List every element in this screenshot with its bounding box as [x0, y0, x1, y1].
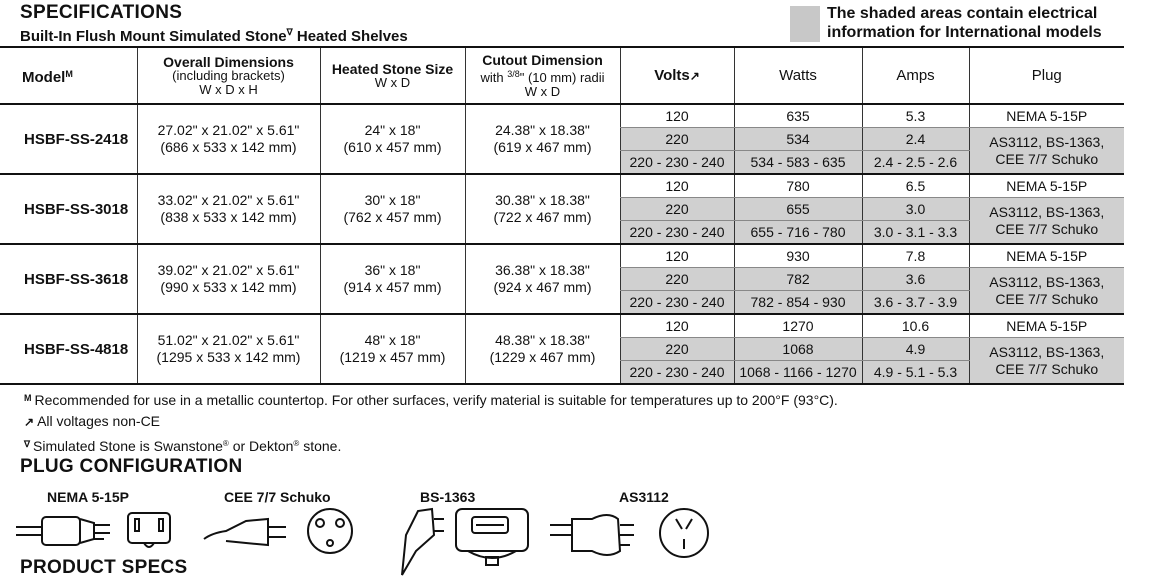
- stone-mm: (762 x 457 mm): [343, 209, 442, 225]
- col-overall: [137, 48, 320, 104]
- stone-mm: (914 x 457 mm): [343, 279, 442, 295]
- cutout-mm: (619 x 467 mm): [493, 139, 592, 155]
- product-specs-heading: PRODUCT SPECS: [20, 557, 188, 578]
- table-row: [0, 104, 1124, 128]
- cell-amps-intl: 2.4: [862, 128, 969, 151]
- cutout-with: with: [480, 69, 508, 85]
- overall-mm: (1295 x 533 x 142 mm): [156, 349, 301, 365]
- cell-watts-range: 655 - 716 - 780: [734, 221, 862, 245]
- cell-cutout: [465, 314, 620, 384]
- col-watts-label: Watts: [779, 66, 817, 84]
- shade-key-line2: information for International models: [827, 24, 1102, 41]
- cell-stone: [320, 174, 465, 244]
- cell-volts-range: 220 - 230 - 240: [620, 361, 734, 385]
- cutout-in: 24.38" x 18.38": [495, 122, 590, 138]
- footnote-stone-c: stone.: [299, 438, 342, 454]
- cell-amps-range: 2.4 - 2.5 - 2.6: [862, 151, 969, 175]
- cell-amps: 6.5: [862, 174, 969, 198]
- shade-key-line1: The shaded areas contain electrical: [827, 5, 1098, 22]
- plug-intl-line2: CEE 7/7 Schuko: [995, 150, 1099, 167]
- col-overall-title: Overall Dimensions: [163, 53, 294, 70]
- footnote-stone-b: or Dekton: [228, 438, 294, 454]
- volts-mark-icon: ↗: [689, 68, 700, 83]
- col-volts: [620, 48, 734, 104]
- cell-plug-us: NEMA 5-15P: [969, 244, 1124, 268]
- plug-config-heading: PLUG CONFIGURATION: [20, 456, 243, 477]
- schuko-plug-icon: [202, 505, 362, 557]
- plug-label-as3112: AS3112: [619, 489, 669, 505]
- volts-mark-icon: ↗: [24, 415, 35, 429]
- col-amps: [862, 48, 969, 104]
- cell-volts: 120: [620, 244, 734, 268]
- overall-in: 51.02" x 21.02" x 5.61": [157, 332, 300, 348]
- cell-watts-intl: 782: [734, 268, 862, 291]
- subtitle-text: Built-In Flush Mount Simulated Stone: [20, 28, 287, 45]
- table-header-row: [0, 48, 1124, 104]
- cell-overall: [137, 174, 320, 244]
- page-subtitle: [20, 27, 408, 45]
- cell-amps-intl: 3.0: [862, 198, 969, 221]
- cell-plug-us: NEMA 5-15P: [969, 174, 1124, 198]
- col-amps-label: Amps: [896, 66, 935, 84]
- col-stone: [320, 48, 465, 104]
- stone-mark-icon: ∇: [286, 27, 293, 37]
- cell-volts-intl: 220: [620, 198, 734, 221]
- cutout-mm: (722 x 467 mm): [493, 209, 592, 225]
- col-cutout-axes: W x D: [524, 83, 561, 99]
- cell-watts-range: 782 - 854 - 930: [734, 291, 862, 315]
- cell-watts-intl: 534: [734, 128, 862, 151]
- cell-plug-us: NEMA 5-15P: [969, 314, 1124, 338]
- plug-intl-line2: CEE 7/7 Schuko: [995, 220, 1099, 237]
- cell-watts-range: 1068 - 1166 - 1270: [734, 361, 862, 385]
- cell-overall: [137, 104, 320, 174]
- cell-volts: 120: [620, 104, 734, 128]
- cell-volts-intl: 220: [620, 338, 734, 361]
- cell-watts: 930: [734, 244, 862, 268]
- col-stone-axes: W x D: [374, 74, 411, 90]
- overall-in: 27.02" x 21.02" x 5.61": [157, 122, 300, 138]
- plug-intl-line1: AS3112, BS-1363,: [989, 273, 1105, 290]
- col-cutout-title: Cutout Dimension: [482, 51, 603, 68]
- footnote-metallic-text: Recommended for use in a metallic countertop. For other surfaces, verify material is suitable for temperatures up to 200°F (93°C).: [34, 392, 838, 408]
- cutout-in: 36.38" x 18.38": [495, 262, 590, 278]
- col-overall-axes: W x D x H: [199, 81, 258, 97]
- spec-table: [0, 48, 1124, 385]
- footnote-stone-a: Simulated Stone is Swanstone: [33, 438, 223, 454]
- overall-mm: (686 x 533 x 142 mm): [160, 139, 297, 155]
- registered-mark: ®: [222, 439, 229, 448]
- shade-key-note: [827, 4, 1127, 42]
- table-row: [0, 314, 1124, 338]
- cutout-mm: (1229 x 467 mm): [489, 349, 596, 365]
- overall-in: 33.02" x 21.02" x 5.61": [157, 192, 300, 208]
- model-mark-icon: M: [24, 393, 32, 403]
- cell-model: HSBF-SS-2418: [0, 104, 137, 174]
- plug-label-schuko: CEE 7/7 Schuko: [224, 489, 331, 505]
- cell-plug-intl: [969, 338, 1124, 385]
- cell-amps: 10.6: [862, 314, 969, 338]
- stone-in: 24" x 18": [364, 122, 421, 138]
- cell-stone: [320, 314, 465, 384]
- cell-volts-range: 220 - 230 - 240: [620, 151, 734, 175]
- plug-intl-line2: CEE 7/7 Schuko: [995, 290, 1099, 307]
- cell-volts-intl: 220: [620, 128, 734, 151]
- table-row: [0, 174, 1124, 198]
- cell-amps: 7.8: [862, 244, 969, 268]
- stone-mm: (610 x 457 mm): [343, 139, 442, 155]
- cell-plug-intl: [969, 198, 1124, 245]
- cell-overall: [137, 314, 320, 384]
- plug-intl-line1: AS3112, BS-1363,: [989, 133, 1105, 150]
- col-cutout-radii: [466, 67, 620, 85]
- col-volts-label: Volts: [654, 66, 690, 84]
- cell-model: HSBF-SS-4818: [0, 314, 137, 384]
- plug-label-bs1363: BS-1363: [420, 489, 476, 505]
- col-stone-title: Heated Stone Size: [331, 60, 454, 77]
- cell-amps-intl: 3.6: [862, 268, 969, 291]
- cell-stone: [320, 104, 465, 174]
- model-mark-icon: M: [65, 68, 73, 79]
- cell-volts: 120: [620, 314, 734, 338]
- cell-model: HSBF-SS-3618: [0, 244, 137, 314]
- overall-in: 39.02" x 21.02" x 5.61": [157, 262, 300, 278]
- stone-in: 36" x 18": [364, 262, 421, 278]
- plug-label-nema: NEMA 5-15P: [47, 489, 129, 505]
- overall-mm: (838 x 533 x 142 mm): [160, 209, 297, 225]
- cell-plug-intl: [969, 268, 1124, 315]
- page-title: SPECIFICATIONS: [20, 2, 183, 23]
- cell-cutout: [465, 244, 620, 314]
- cell-watts-intl: 655: [734, 198, 862, 221]
- cell-watts: 1270: [734, 314, 862, 338]
- shade-key-swatch: [790, 6, 820, 42]
- col-cutout: [465, 48, 620, 104]
- plug-intl-line1: AS3112, BS-1363,: [989, 203, 1105, 220]
- cell-cutout: [465, 104, 620, 174]
- cell-amps-intl: 4.9: [862, 338, 969, 361]
- footnote-voltage: [24, 411, 838, 433]
- registered-mark: ®: [293, 439, 300, 448]
- cell-volts-intl: 220: [620, 268, 734, 291]
- stone-in: 30" x 18": [364, 192, 421, 208]
- cell-cutout: [465, 174, 620, 244]
- stone-mark-icon: ∇: [24, 439, 31, 449]
- cell-amps-range: 3.6 - 3.7 - 3.9: [862, 291, 969, 315]
- cell-amps-range: 4.9 - 5.1 - 5.3: [862, 361, 969, 385]
- table-body: [0, 104, 1124, 384]
- col-plug: [969, 48, 1124, 104]
- subtitle-end: Heated Shelves: [292, 28, 408, 45]
- cell-volts: 120: [620, 174, 734, 198]
- col-overall-sub: (including brackets): [172, 67, 285, 83]
- col-model: [0, 48, 137, 104]
- col-model-label: Model: [22, 68, 66, 86]
- cutout-fraction: 3/8: [507, 68, 520, 79]
- col-watts: [734, 48, 862, 104]
- plug-intl-line1: AS3112, BS-1363,: [989, 343, 1105, 360]
- cell-watts: 780: [734, 174, 862, 198]
- stone-in: 48" x 18": [364, 332, 421, 348]
- footnote-voltage-text: All voltages non-CE: [37, 413, 161, 429]
- as3112-plug-icon: [548, 505, 718, 561]
- cell-volts-range: 220 - 230 - 240: [620, 221, 734, 245]
- stone-mm: (1219 x 457 mm): [339, 349, 446, 365]
- plug-intl-line2: CEE 7/7 Schuko: [995, 360, 1099, 377]
- footnote-stone: [24, 433, 838, 457]
- cell-amps-range: 3.0 - 3.1 - 3.3: [862, 221, 969, 245]
- footnotes: [24, 388, 838, 457]
- col-plug-label: Plug: [1031, 66, 1062, 84]
- cutout-rest: " (10 mm) radii: [519, 69, 605, 85]
- cell-overall: [137, 244, 320, 314]
- cutout-in: 48.38" x 18.38": [495, 332, 590, 348]
- cutout-in: 30.38" x 18.38": [495, 192, 590, 208]
- cell-model: HSBF-SS-3018: [0, 174, 137, 244]
- cell-amps: 5.3: [862, 104, 969, 128]
- nema-plug-icon: [14, 505, 174, 553]
- cell-watts-intl: 1068: [734, 338, 862, 361]
- cell-plug-intl: [969, 128, 1124, 175]
- table-row: [0, 244, 1124, 268]
- cell-watts: 635: [734, 104, 862, 128]
- cutout-mm: (924 x 467 mm): [493, 279, 592, 295]
- bs1363-plug-icon: [398, 505, 538, 577]
- cell-stone: [320, 244, 465, 314]
- footnote-metallic: [24, 388, 838, 411]
- cell-plug-us: NEMA 5-15P: [969, 104, 1124, 128]
- cell-volts-range: 220 - 230 - 240: [620, 291, 734, 315]
- overall-mm: (990 x 533 x 142 mm): [160, 279, 297, 295]
- cell-watts-range: 534 - 583 - 635: [734, 151, 862, 175]
